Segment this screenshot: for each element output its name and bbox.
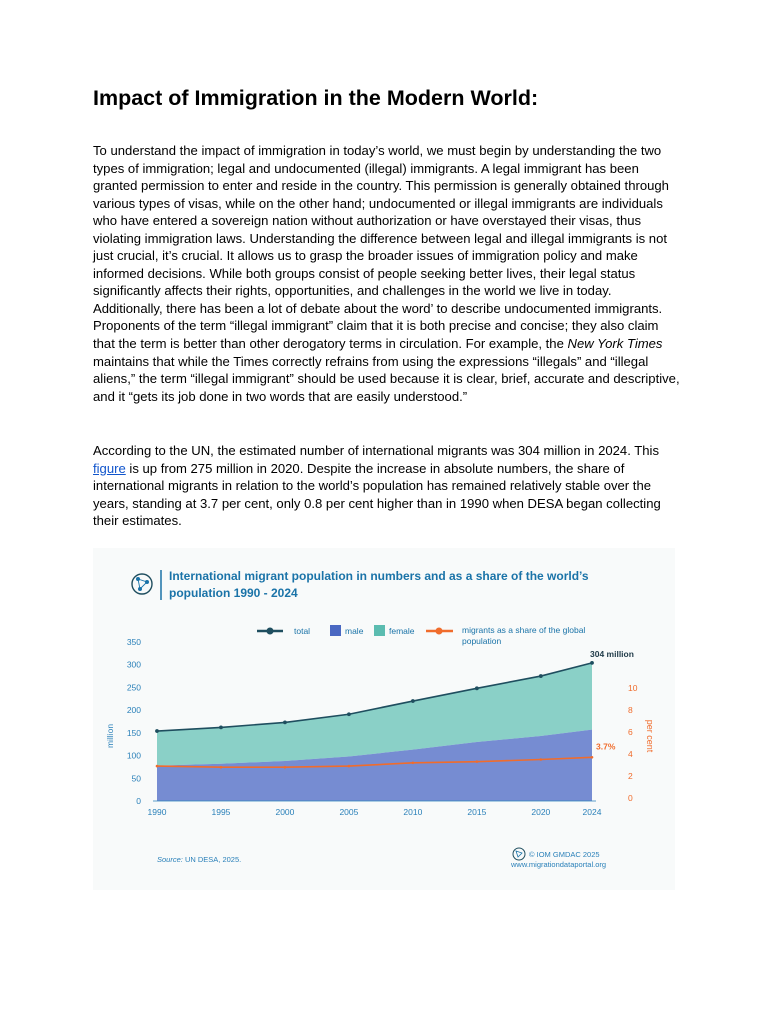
total-point xyxy=(475,686,479,690)
x-tick-label: 2010 xyxy=(403,807,423,817)
page-title: Impact of Immigration in the Modern World: xyxy=(93,86,539,110)
legend-male-label: male xyxy=(345,626,364,636)
y-right-tick-label: 0 xyxy=(628,793,633,803)
paragraph-un-statistics xyxy=(93,442,683,530)
plot-area xyxy=(127,637,638,817)
legend-share-marker xyxy=(436,628,443,635)
source-text: UN DESA, 2025. xyxy=(182,855,242,864)
chart-legend xyxy=(257,625,585,646)
share-point xyxy=(591,756,594,759)
source-label: Source: xyxy=(157,855,183,864)
y-right-tick-label: 10 xyxy=(628,683,638,693)
x-tick-label: 1990 xyxy=(147,807,167,817)
chart-source xyxy=(157,855,241,864)
chart-title: International migrant population in numbers and as a share of the world’s xyxy=(169,569,589,583)
share-point xyxy=(284,766,287,769)
legend-female-label: female xyxy=(389,626,415,636)
share-point xyxy=(348,765,351,768)
legend-total-label: total xyxy=(294,626,311,636)
chart-credit-url: www.migrationdataportal.org xyxy=(511,860,607,869)
paragraph-text: maintains that while the Times correctly refrains from using the expressions “illegals” and “illegal aliens,” the term “illegal immigrant” should be used because it is clear, brief, accurate and descriptive, and it “gets its job done in two words that are easily understood.” xyxy=(93,353,680,404)
chart-canvas xyxy=(93,548,675,890)
y-left-tick-label: 250 xyxy=(126,682,141,693)
share-point xyxy=(156,765,159,768)
share-point xyxy=(220,766,223,769)
x-tick-label: 2015 xyxy=(467,807,487,817)
x-tick-label: 2000 xyxy=(275,807,295,817)
total-point xyxy=(539,674,543,678)
y-left-tick-label: 300 xyxy=(126,659,141,670)
x-tick-label: 2020 xyxy=(531,807,551,817)
total-point xyxy=(283,721,287,725)
y-right-tick-label: 8 xyxy=(628,705,633,715)
x-tick-label: 2024 xyxy=(582,807,602,817)
migrant-population-chart xyxy=(93,548,675,890)
total-point xyxy=(590,661,594,665)
total-point xyxy=(219,726,223,730)
legend-male-swatch xyxy=(330,625,341,636)
paragraph-text: is up from 275 million in 2020. Despite the increase in absolute numbers, the share of international migrants in relation to the world’s population has remained relatively stable over the years, standing at 3.7 per cent, only 0.8 per cent higher than in 1990 when DESA began collecting their estimates. xyxy=(93,460,661,529)
share-point xyxy=(476,760,479,763)
total-point xyxy=(155,729,159,733)
total-annotation: 304 million xyxy=(590,648,634,659)
chart-subtitle: population 1990 - 2024 xyxy=(169,586,298,600)
y-left-tick-label: 350 xyxy=(126,637,141,647)
share-point xyxy=(412,762,415,765)
share-point xyxy=(540,758,543,761)
y-axis-left-label: million xyxy=(105,723,115,749)
footer-logo-icon xyxy=(513,848,525,860)
y-left-tick-label: 100 xyxy=(126,750,141,761)
paragraph-text: To understand the impact of immigration in today’s world, we must begin by understanding the two types of immigration; legal and undocumented (illegal) immigrants. A legal immigrant has been granted permission to enter and reside in the country. This permission is generally obtained through various types of visas, while on the other hand; undocumented or illegal immigrants are individuals who have entered a sovereign nation without authorization or have overstayed their visas, thus violating immigration laws. Understanding the difference between legal and illegal immigrants is not just crucial, it’s crucial. It allows us to grasp the broader issues of immigration policy and make informed decisions. While both groups consist of people seeking better lives, their legal status significantly affects their rights, opportunities, and challenges in the world we live in today. Additionally, there has been a lot of debate about the word’ to describe undocumented immigrants. Proponents of the term “illegal immigrant” claim that it is both precise and concise; they also claim that the term is better than other derogatory terms in circulation. For example, the xyxy=(93,143,669,352)
y-right-tick-label: 6 xyxy=(628,727,633,737)
y-left-tick-label: 150 xyxy=(126,727,141,738)
legend-share-label: migrants as a share of the global xyxy=(462,625,586,635)
y-axis-right-label: per cent xyxy=(645,719,655,753)
y-left-tick-label: 200 xyxy=(126,705,141,716)
paragraph-text: According to the UN, the estimated number of international migrants was 304 million in 2024. This xyxy=(93,443,659,458)
share-annotation: 3.7% xyxy=(596,741,616,752)
legend-total-marker xyxy=(267,628,274,635)
x-tick-label: 2005 xyxy=(339,807,359,817)
chart-credit: © IOM GMDAC 2025 xyxy=(529,850,600,859)
iom-logo-icon xyxy=(132,574,152,594)
total-point xyxy=(411,699,415,703)
legend-share-label-2: population xyxy=(462,636,502,646)
x-tick-label: 1995 xyxy=(211,807,231,817)
paragraph-legal-vs-illegal xyxy=(93,142,683,405)
total-point xyxy=(347,712,351,716)
y-right-tick-label: 4 xyxy=(628,749,633,759)
y-right-tick-label: 2 xyxy=(628,771,633,781)
publication-name: New York Times xyxy=(567,336,663,352)
figure-link[interactable]: figure xyxy=(93,460,126,476)
y-left-tick-label: 50 xyxy=(131,773,141,784)
y-left-tick-label: 0 xyxy=(136,796,141,806)
legend-female-swatch xyxy=(374,625,385,636)
